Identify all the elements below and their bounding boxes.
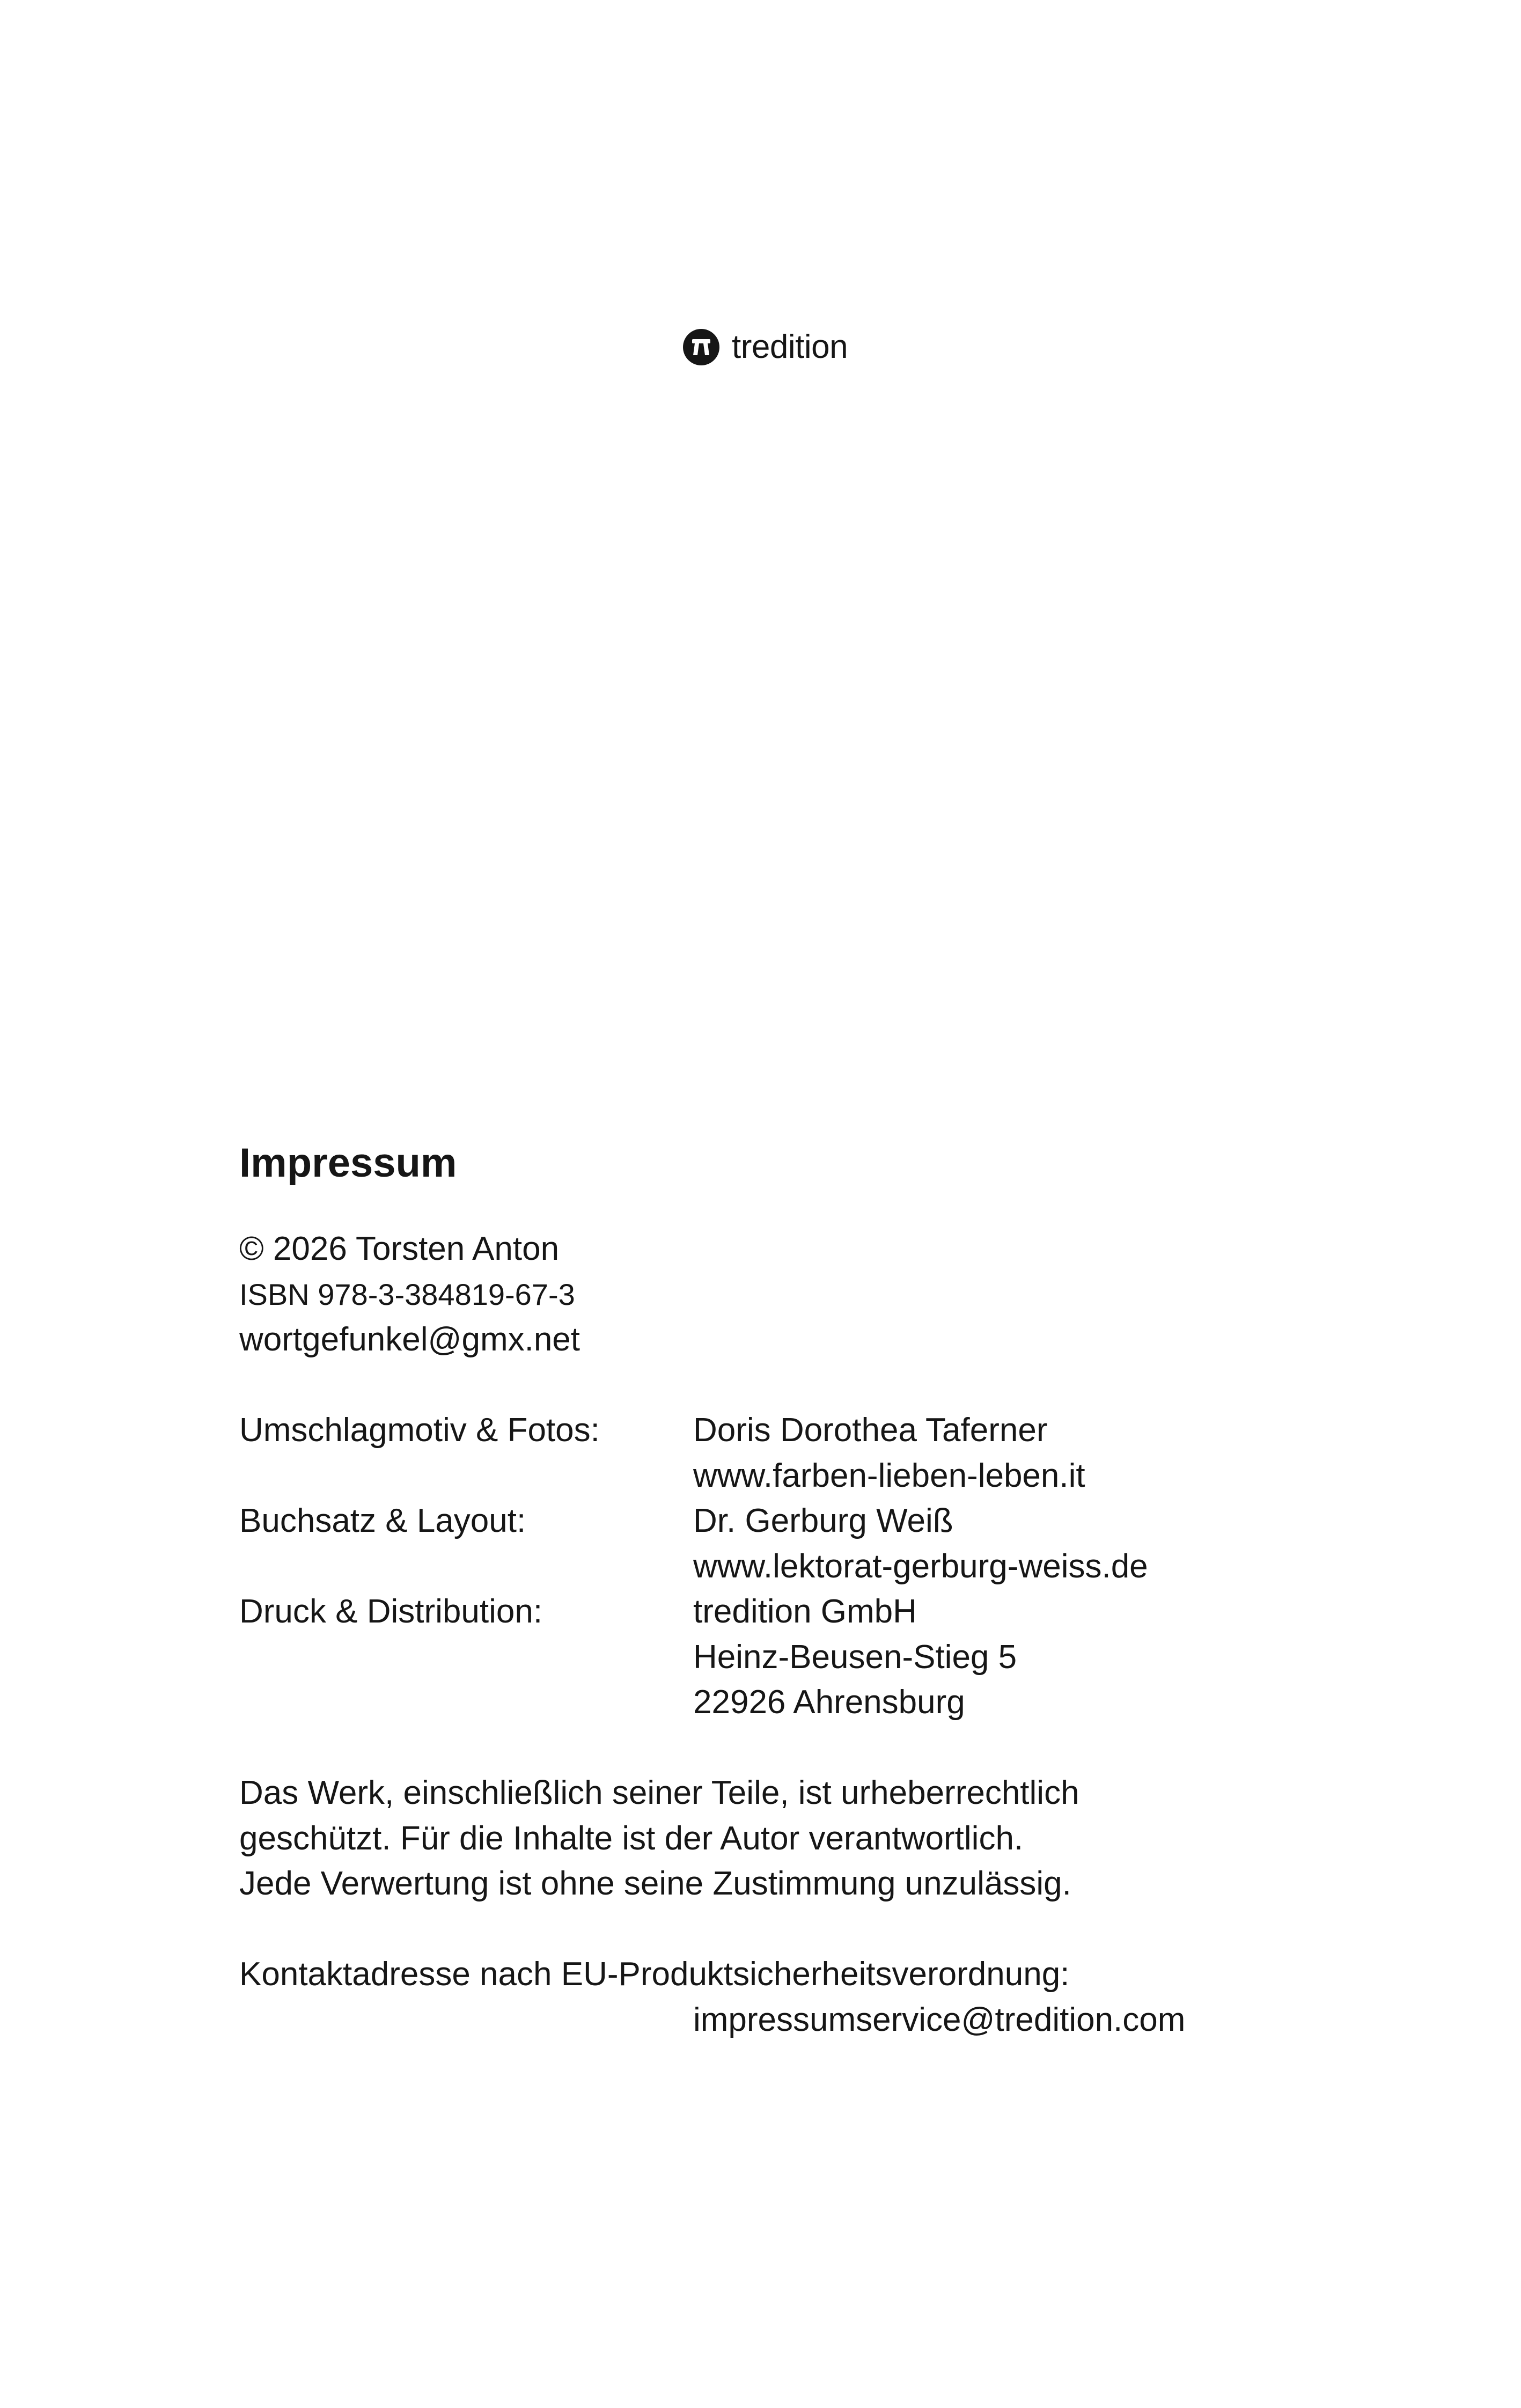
credit-value: tredition GmbH bbox=[693, 1593, 917, 1630]
credit-value: www.farben-lieben-leben.it bbox=[693, 1457, 1085, 1494]
credit-label: Umschlagmotiv & Fotos: bbox=[239, 1412, 600, 1449]
copyright-notice bbox=[239, 1771, 1312, 1907]
notice-line: Das Werk, einschließlich seiner Teile, ist urheberrechtlich bbox=[239, 1774, 1079, 1811]
credit-value: www.lektorat-gerburg-weiss.de bbox=[693, 1547, 1148, 1585]
credits-table bbox=[239, 1408, 1312, 1726]
impressum-heading: Impressum bbox=[239, 1140, 457, 1186]
credit-value: Heinz-Beusen-Stieg 5 bbox=[693, 1638, 1017, 1676]
notice-line: geschützt. Für die Inhalte ist der Autor verantwortlich. bbox=[239, 1819, 1024, 1857]
isbn-line: ISBN 978-3-384819-67-3 bbox=[239, 1277, 575, 1311]
credit-value: Doris Dorothea Taferner bbox=[693, 1412, 1048, 1449]
tredition-logo-mark-icon bbox=[682, 328, 720, 366]
publisher-logo bbox=[682, 327, 848, 367]
contact-label: Kontaktadresse nach EU-Produktsicherheitsverordnung: bbox=[239, 1956, 1070, 1993]
credit-label: Druck & Distribution: bbox=[239, 1593, 543, 1630]
contact-email: impressumservice@tredition.com bbox=[693, 2001, 1186, 2038]
credit-value: 22926 Ahrensburg bbox=[693, 1684, 965, 1721]
notice-line: Jede Verwertung ist ohne seine Zustimmung unzulässig. bbox=[239, 1865, 1071, 1902]
credit-row-cover bbox=[239, 1408, 1312, 1499]
credit-row-distribution bbox=[239, 1589, 1312, 1726]
credit-value: Dr. Gerburg Weiß bbox=[693, 1502, 953, 1539]
credit-row-layout bbox=[239, 1499, 1312, 1589]
publisher-name: tredition bbox=[732, 328, 848, 365]
author-email: wortgefunkel@gmx.net bbox=[239, 1321, 581, 1358]
impressum-section bbox=[239, 1136, 1312, 2043]
credit-label: Buchsatz & Layout: bbox=[239, 1502, 526, 1539]
copyright-line: © 2026 Torsten Anton bbox=[239, 1230, 560, 1267]
